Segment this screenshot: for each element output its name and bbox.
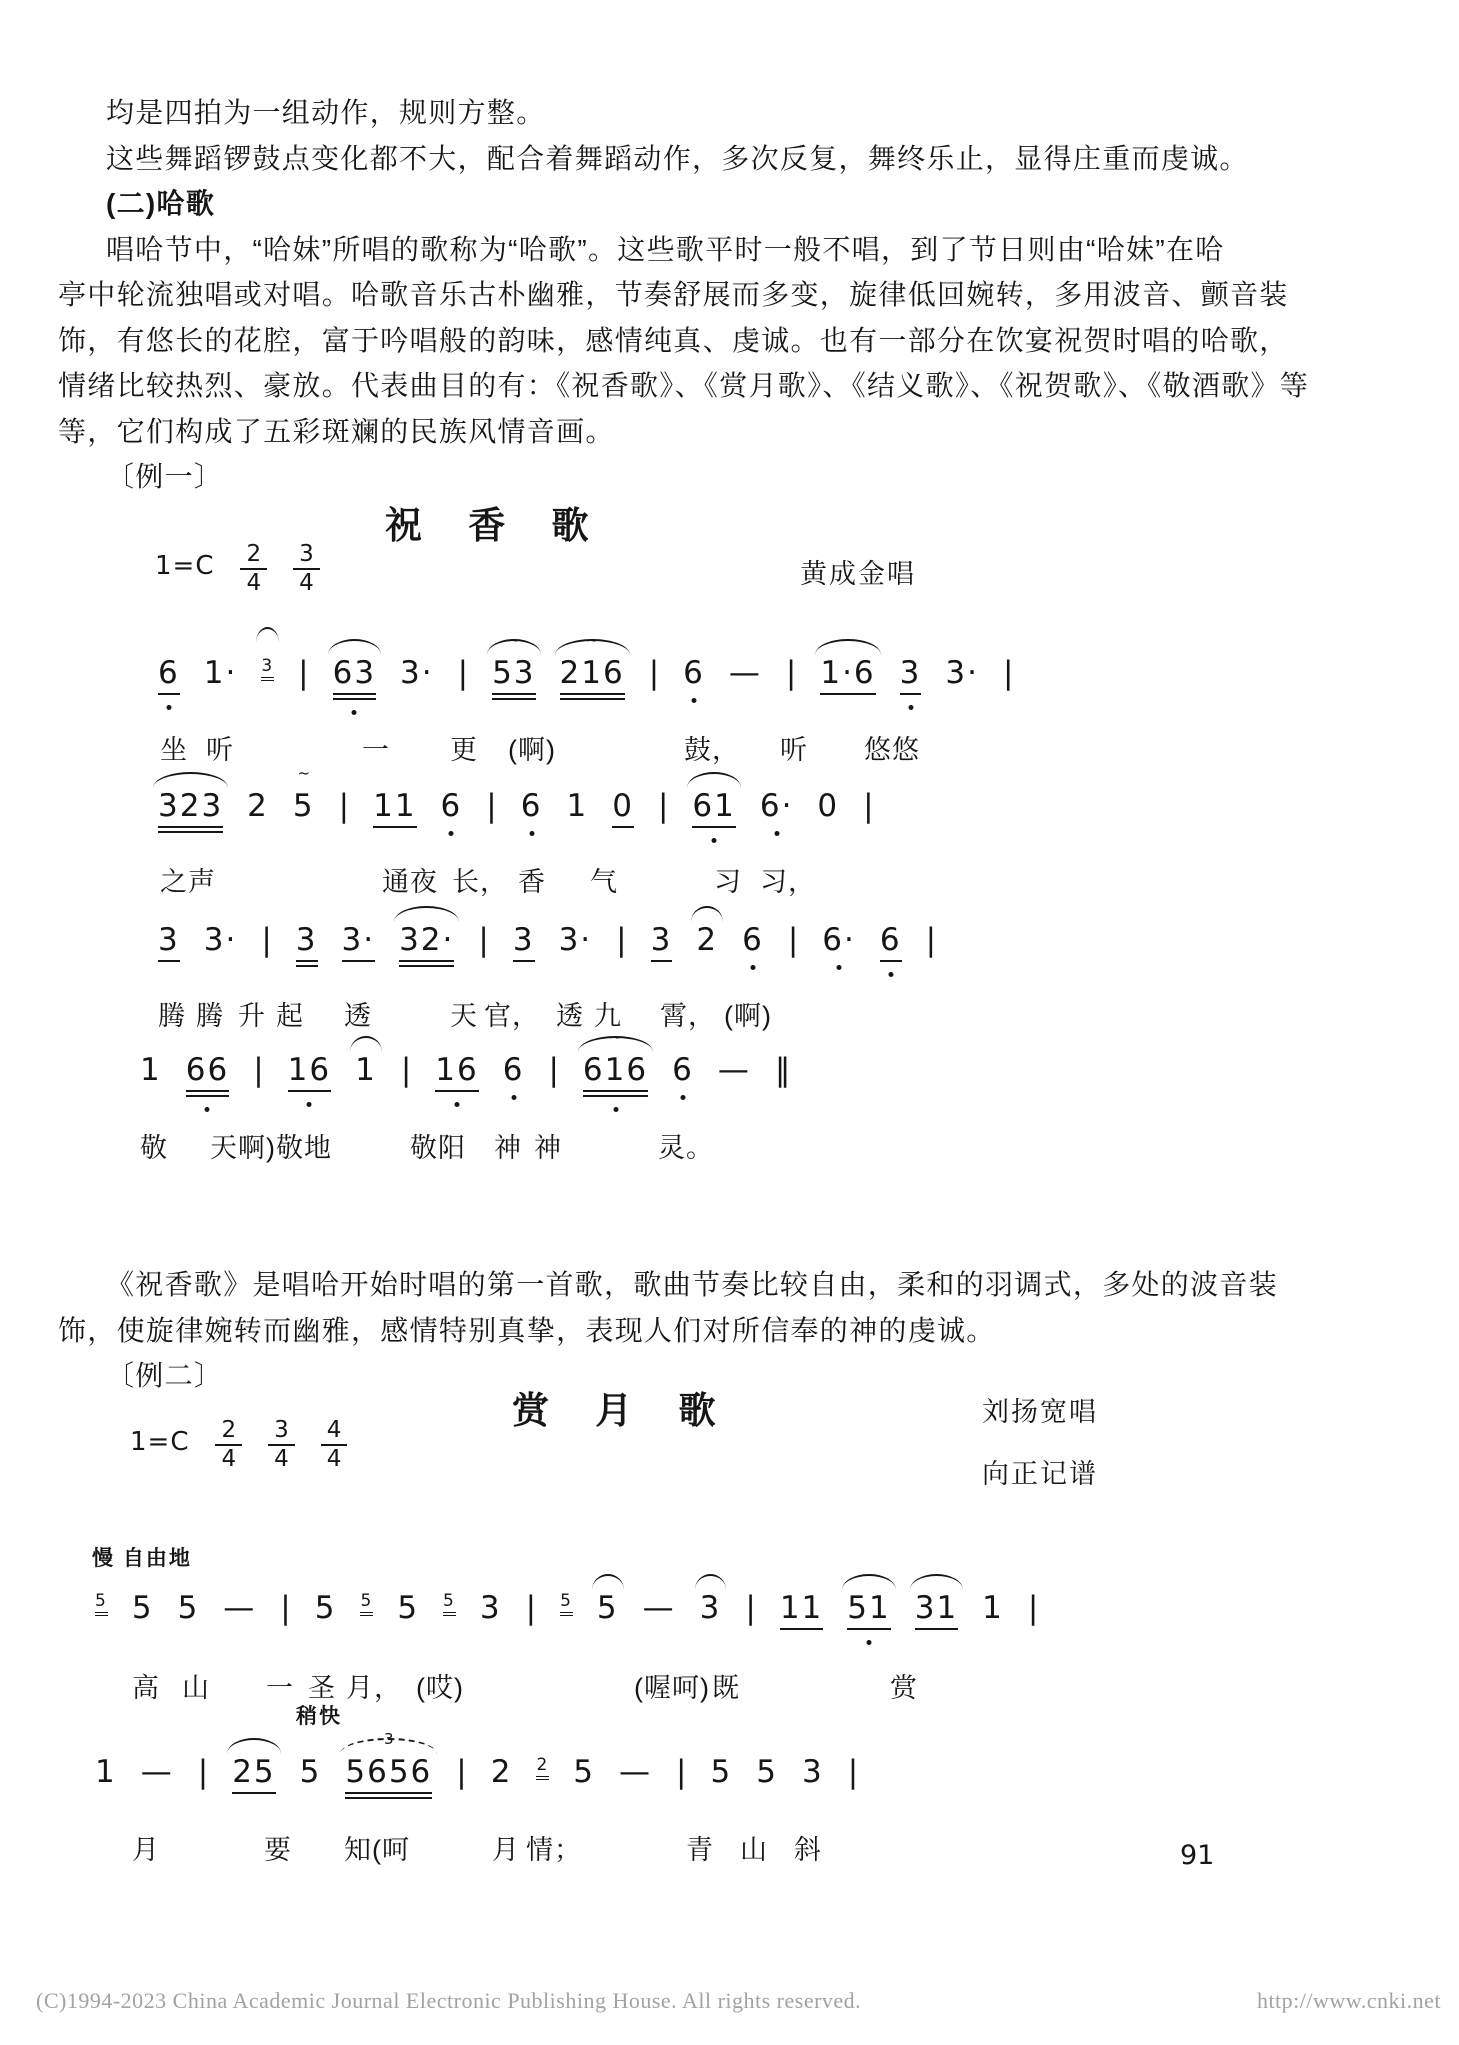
- slur-arc: [691, 906, 723, 922]
- octave-dot: [511, 1095, 516, 1100]
- lyric-syllable: 升: [238, 1001, 266, 1031]
- lyric-syllable: 鼓，: [683, 735, 740, 765]
- music-note: 2: [490, 1754, 513, 1790]
- octave-dot: [205, 1107, 210, 1112]
- music-note: 5: [443, 1578, 456, 1616]
- lyric-syllable: 坐: [160, 735, 188, 765]
- text-line: 饰，使旋律婉转而幽雅，感情特别真挚，表现人们对所信奉的神的虔诚。: [58, 1314, 996, 1346]
- triplet-number: 3: [384, 1730, 394, 1748]
- lyric-syllable: (啊): [724, 1001, 772, 1031]
- music-note: 32·: [399, 922, 454, 967]
- music-note: 16: [435, 1052, 478, 1092]
- song1-notes-row-2: [158, 758, 874, 833]
- footer: [36, 1988, 1441, 2014]
- time-signature: $\frac{2}{4}$: [240, 542, 267, 597]
- lyric-syllable: (喔呵): [633, 1673, 710, 1703]
- octave-dot: [866, 1640, 871, 1645]
- lyric-syllable: 香: [518, 867, 546, 897]
- octave-dot: [888, 972, 893, 977]
- music-note: 1·6: [820, 655, 875, 695]
- song2-key: 1=C: [130, 1427, 190, 1457]
- lyric-syllable: 透: [556, 1001, 584, 1031]
- slur-arc: [256, 627, 279, 643]
- octave-dot: [692, 698, 697, 703]
- slur-arc: [394, 906, 459, 922]
- music-note: 66: [186, 1052, 229, 1097]
- barline: |: [616, 922, 627, 958]
- lyric-syllable: 月，: [346, 1673, 402, 1703]
- text-line: 〔例一〕: [106, 461, 224, 492]
- text-line: 均是四拍为一组动作，规则方整。: [106, 97, 546, 128]
- octave-dot: [908, 705, 913, 710]
- music-note: 2: [696, 922, 718, 960]
- music-note: 25: [232, 1754, 275, 1794]
- octave-dot: [837, 965, 842, 970]
- octave-dot: [712, 838, 717, 843]
- lyric-syllable: 一: [362, 735, 390, 765]
- lyric-syllable: 既: [711, 1673, 740, 1703]
- lyric-syllable: 通夜: [382, 867, 438, 897]
- song1-title: 祝 香 歌: [385, 505, 592, 546]
- slur-arc: [153, 772, 228, 788]
- barline: |: [863, 788, 874, 824]
- song2-lyrics-row-1: [132, 1666, 918, 1705]
- mordent-mark: ~: [507, 631, 521, 649]
- octave-dot: [166, 705, 171, 710]
- lyric-syllable: 九: [594, 1001, 622, 1031]
- music-note: 3·: [203, 922, 238, 958]
- barline: |: [261, 922, 272, 958]
- song2-tempo-2: 稍快: [296, 1705, 342, 1728]
- music-note: 61: [692, 788, 735, 828]
- text-line: 饰，有悠长的花腔，富于吟唱般的韵味，感情纯真、虔诚。也有一部分在饮宴祝贺时唱的哈歌，: [58, 324, 1289, 356]
- barline: |: [648, 655, 660, 691]
- music-note: 5656 3: [345, 1754, 432, 1799]
- song2-key-signature: [130, 1418, 347, 1473]
- song1-singer: 黄成金唱: [800, 559, 916, 589]
- music-note: 5: [397, 1590, 420, 1626]
- music-note: 3: [700, 1590, 722, 1628]
- music-note: 6: [503, 1052, 525, 1090]
- lyric-syllable: 敬阳: [410, 1133, 466, 1163]
- text-line: 等，它们构成了五彩斑斓的民族风情音画。: [58, 415, 615, 447]
- octave-dot: [307, 1102, 312, 1107]
- lyric-syllable: 习: [714, 867, 742, 897]
- music-note: 1: [982, 1590, 1004, 1626]
- barline: |: [925, 922, 937, 958]
- body-text-block-2: [58, 1262, 1418, 1399]
- slur-arc: [592, 1574, 624, 1590]
- music-note: 11: [780, 1590, 823, 1630]
- text-line: 情绪比较热烈、豪放。代表曲目的有：《祝香歌》、《赏月歌》、《结义歌》、《祝贺歌》、《敬酒歌》等: [58, 370, 1310, 401]
- time-signature: $\frac{3}{4}$: [293, 542, 320, 597]
- music-note: 1·: [203, 655, 238, 691]
- song2-title: 赏 月 歌: [512, 1390, 719, 1431]
- slur-arc: [687, 772, 740, 788]
- lyric-syllable: 天: [450, 1001, 478, 1031]
- music-note: 1: [140, 1052, 162, 1088]
- barline: |: [745, 1590, 756, 1626]
- lyric-syllable: 官，: [484, 1001, 540, 1031]
- lyric-syllable: 要: [264, 1835, 292, 1865]
- music-note: 3: [261, 643, 274, 681]
- slur-arc: [910, 1574, 963, 1590]
- barline: |: [1002, 655, 1014, 691]
- lyric-syllable: 月: [132, 1835, 160, 1865]
- song2-lyrics-row-2: [132, 1828, 822, 1867]
- barline: |: [486, 788, 497, 824]
- music-note: 6: [683, 655, 705, 693]
- lyric-syllable: 之声: [160, 867, 216, 897]
- barline: ‖: [774, 1052, 791, 1088]
- octave-dot: [680, 1095, 685, 1100]
- lyric-syllable: (哎): [416, 1673, 464, 1703]
- music-note: —: [140, 1754, 174, 1790]
- music-note: 11: [373, 788, 416, 828]
- song1-notes-row-4: [140, 1022, 790, 1097]
- music-note: 6: [521, 788, 543, 826]
- music-note: 5: [756, 1754, 778, 1790]
- barline: |: [457, 655, 469, 691]
- barline: |: [657, 788, 669, 824]
- mordent-mark: ~: [297, 764, 311, 782]
- music-note: 2: [247, 788, 269, 824]
- lyric-syllable: 起: [276, 1001, 304, 1031]
- lyric-syllable: 听: [779, 735, 808, 765]
- music-note: —: [728, 655, 762, 691]
- music-note: 323: [158, 788, 223, 833]
- music-note: 5: [560, 1578, 573, 1616]
- octave-dot: [613, 1107, 618, 1112]
- slur-arc: [815, 639, 880, 655]
- time-signature: $\frac{2}{4}$: [215, 1418, 242, 1473]
- music-note: 3·: [558, 922, 593, 958]
- music-note: 5: [95, 1578, 108, 1616]
- octave-dot: [352, 710, 357, 715]
- music-note: 5: [710, 1754, 733, 1790]
- song2-notes-row-2: [95, 1724, 858, 1799]
- slur-arc: [842, 1574, 895, 1590]
- music-note: 6: [880, 922, 902, 962]
- music-note: —: [619, 1754, 653, 1790]
- music-note: 6: [742, 922, 764, 960]
- music-note: —: [717, 1052, 751, 1088]
- text-line: 《祝香歌》是唱哈开始时唱的第一首歌，歌曲节奏比较自由，柔和的羽调式，多处的波音装: [106, 1269, 1279, 1300]
- music-note: 3·: [945, 655, 979, 691]
- music-note: 3: [900, 655, 922, 695]
- lyric-syllable: 天啊)敬地: [210, 1133, 332, 1163]
- music-note: —: [223, 1590, 257, 1626]
- lyric-syllable: 月: [492, 1835, 520, 1865]
- barline: |: [525, 1590, 537, 1626]
- music-note: 5: [573, 1754, 596, 1790]
- octave-dot: [449, 831, 454, 836]
- song2-singer: 刘扬宽唱: [982, 1397, 1098, 1427]
- music-note: 6·: [760, 788, 794, 826]
- song1-meters: [240, 542, 319, 597]
- music-note: 5 ~: [292, 764, 315, 824]
- music-note: 3: [651, 922, 673, 962]
- text-line: 这些舞蹈锣鼓点变化都不大，配合着舞蹈动作，多次反复，舞终乐止，显得庄重而虔诚。: [106, 142, 1249, 174]
- time-signature: $\frac{4}{4}$: [321, 1418, 348, 1473]
- music-note: 3: [479, 1590, 502, 1626]
- lyric-syllable: 一: [266, 1673, 294, 1703]
- lyric-syllable: 青: [686, 1835, 714, 1865]
- lyric-syllable: 霄，: [660, 1001, 716, 1031]
- song2-notes-row-1: [95, 1560, 1038, 1630]
- octave-dot: [455, 1102, 460, 1107]
- music-note: 16: [288, 1052, 331, 1092]
- lyric-syllable: 圣: [308, 1673, 336, 1703]
- music-note: 31: [915, 1590, 958, 1630]
- music-note: 63: [333, 655, 376, 700]
- text-line: 唱哈节中，“哈妹”所唱的歌称为“哈歌”。这些歌平时一般不唱，到了节日则由“哈妹”在哈: [106, 233, 1225, 265]
- page-number: 91: [1180, 1840, 1215, 1871]
- octave-dot: [529, 831, 534, 836]
- music-note: 5: [131, 1590, 154, 1626]
- lyric-syllable: 长，: [452, 867, 508, 897]
- music-note: 3: [158, 922, 180, 962]
- lyric-syllable: 悠悠: [863, 735, 920, 765]
- lyric-syllable: 神: [534, 1133, 562, 1163]
- slur-arc: [328, 639, 381, 655]
- slur-arc: [227, 1738, 280, 1754]
- footer-copyright: (C)1994-2023 China Academic Journal Electronic Publishing House. All rights reserved.: [36, 1988, 862, 2013]
- music-note: 3·: [400, 655, 434, 691]
- music-note: 3: [513, 922, 535, 962]
- lyric-syllable: 赏: [889, 1673, 918, 1703]
- mordent-mark: ~: [609, 1028, 622, 1046]
- barline: |: [253, 1052, 264, 1088]
- song2-notator: 向正记谱: [982, 1459, 1098, 1489]
- lyric-syllable: 腾: [196, 1001, 224, 1031]
- barline: |: [456, 1754, 467, 1790]
- lyric-syllable: (啊): [508, 735, 556, 765]
- lyric-syllable: 神: [494, 1133, 522, 1163]
- music-note: 0: [612, 788, 634, 828]
- text-line: (二)哈歌: [106, 188, 216, 219]
- music-note: 5: [177, 1590, 200, 1626]
- mordent-mark: ~: [585, 631, 599, 649]
- lyric-syllable: 山: [182, 1673, 210, 1703]
- song1-notes-row-1: [158, 625, 1013, 700]
- barline: |: [1027, 1590, 1039, 1626]
- barline: |: [785, 655, 797, 691]
- music-note: 2: [536, 1742, 549, 1780]
- music-note: 3·: [342, 922, 376, 962]
- music-note: 1: [355, 1052, 377, 1090]
- slur-arc: [350, 1036, 382, 1052]
- barline: |: [847, 1754, 859, 1790]
- text-line: 亭中轮流独唱或对唱。哈歌音乐古朴幽雅，节奏舒展而多变，旋律低回婉转，多用波音、颤音装: [58, 279, 1289, 310]
- lyric-syllable: 更: [450, 735, 478, 765]
- song2-meters: [215, 1418, 347, 1473]
- song1-key: 1=C: [155, 551, 215, 581]
- octave-dot: [774, 831, 779, 836]
- music-note: 6: [158, 655, 180, 695]
- music-note: 1: [95, 1754, 117, 1790]
- lyric-syllable: 习，: [760, 867, 816, 897]
- music-note: 216 ~: [560, 655, 625, 700]
- music-note: 6·: [822, 922, 856, 960]
- music-note: 5: [360, 1578, 373, 1616]
- time-signature: $\frac{3}{4}$: [268, 1418, 295, 1473]
- lyric-syllable: 灵。: [658, 1133, 714, 1163]
- lyric-syllable: 气: [590, 867, 618, 897]
- slur-arc: [695, 1574, 727, 1590]
- barline: |: [197, 1754, 209, 1790]
- music-note: 53 ~: [492, 655, 535, 700]
- barline: |: [400, 1052, 412, 1088]
- music-note: 3: [801, 1754, 824, 1790]
- barline: |: [338, 788, 350, 824]
- footer-url: http://www.cnki.net: [1256, 1988, 1441, 2013]
- lyric-syllable: 山: [740, 1835, 768, 1865]
- song1-notes-row-3: [158, 892, 936, 967]
- body-text-block-1: [58, 90, 1418, 500]
- octave-dot: [750, 965, 755, 970]
- music-note: 6: [441, 788, 463, 826]
- song1-key-signature: [155, 542, 320, 597]
- music-note: 5: [314, 1590, 337, 1626]
- music-note: 1: [566, 788, 589, 824]
- barline: |: [676, 1754, 687, 1790]
- lyric-syllable: 高: [132, 1673, 160, 1703]
- lyric-syllable: 知(呵: [344, 1835, 410, 1865]
- lyric-syllable: 敬: [140, 1133, 168, 1163]
- lyric-syllable: 情；: [526, 1835, 582, 1865]
- barline: |: [280, 1590, 291, 1626]
- music-note: 5: [299, 1754, 322, 1790]
- lyric-syllable: 听: [206, 735, 234, 765]
- music-note: 5: [597, 1590, 619, 1628]
- song2-tempo-1: 慢 自由地: [92, 1547, 192, 1570]
- music-note: 6: [672, 1052, 694, 1090]
- music-note: 51: [847, 1590, 890, 1630]
- music-note: 3: [296, 922, 318, 967]
- lyric-syllable: 透: [344, 1001, 372, 1031]
- barline: |: [298, 655, 309, 691]
- barline: |: [548, 1052, 559, 1088]
- barline: |: [787, 922, 799, 958]
- music-note: 0: [817, 788, 840, 824]
- barline: |: [478, 922, 489, 958]
- lyric-syllable: 斜: [794, 1835, 822, 1865]
- music-note: 616 ~: [583, 1052, 648, 1097]
- text-line: 〔例二〕: [106, 1360, 224, 1391]
- lyric-syllable: 腾: [158, 1001, 186, 1031]
- song1-lyrics-row-4: [140, 1126, 714, 1165]
- music-note: —: [642, 1590, 676, 1626]
